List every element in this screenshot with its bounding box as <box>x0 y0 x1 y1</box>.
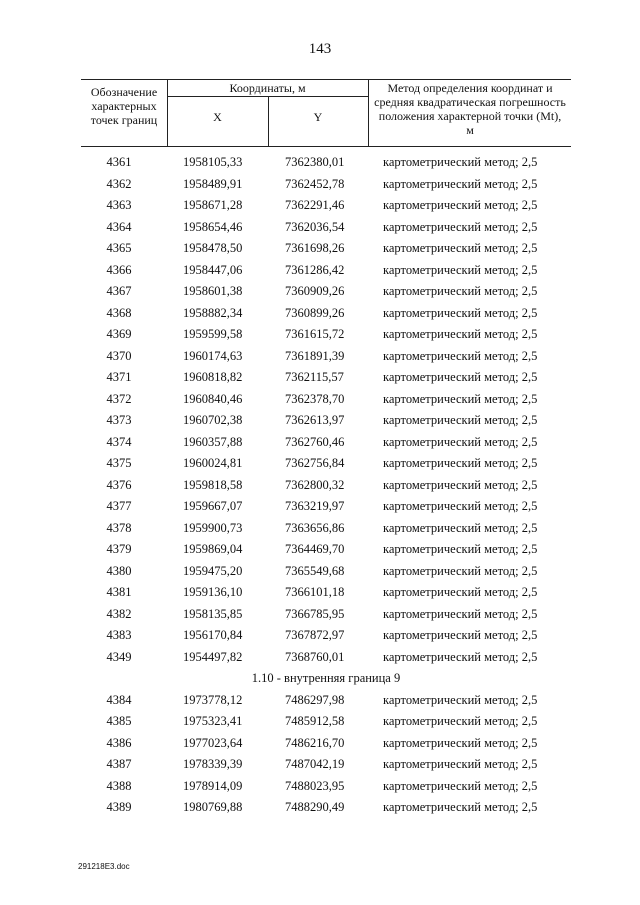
table-row <box>81 539 571 561</box>
y-coordinate-cell: 7362760,46 <box>285 434 345 449</box>
table-row <box>81 281 571 303</box>
method-cell: картометрический метод; 2,5 <box>383 456 538 470</box>
point-id-cell: 4370 <box>106 348 132 363</box>
method-cell: картометрический метод; 2,5 <box>383 499 538 513</box>
x-coordinate-cell: 1954497,82 <box>183 649 243 664</box>
x-coordinate-cell: 1960702,38 <box>183 413 243 427</box>
y-coordinate-cell: 7485912,58 <box>285 714 345 728</box>
y-coordinate-cell: 7366101,18 <box>285 585 345 599</box>
y-coordinate-cell: 7486216,70 <box>285 735 345 750</box>
table-row <box>81 217 571 239</box>
x-coordinate-cell: 1958135,85 <box>183 606 243 621</box>
method-cell: картометрический метод; 2,5 <box>383 176 538 191</box>
point-id-cell: 4377 <box>106 499 132 513</box>
point-id-cell: 4380 <box>106 563 132 578</box>
table-row <box>81 152 571 174</box>
x-coordinate-cell: 1959475,20 <box>183 563 243 578</box>
point-id-cell: 4375 <box>106 456 132 470</box>
table-header <box>81 79 571 147</box>
y-coordinate-cell: 7362378,70 <box>285 391 345 406</box>
y-coordinate-cell: 7362036,54 <box>285 219 345 234</box>
y-coordinate-cell: 7365549,68 <box>285 563 345 578</box>
y-coordinate-cell: 7367872,97 <box>285 628 345 642</box>
point-id-cell: 4364 <box>106 219 132 234</box>
y-coordinate-cell: 7361698,26 <box>285 241 345 255</box>
table-row <box>81 604 571 626</box>
x-coordinate-cell: 1958671,28 <box>183 198 243 212</box>
x-coordinate-cell: 1959599,58 <box>183 327 243 341</box>
point-id-cell: 4362 <box>106 176 132 191</box>
header-divider <box>167 96 368 97</box>
y-coordinate-cell: 7368760,01 <box>285 649 345 664</box>
method-cell: картометрический метод; 2,5 <box>383 241 538 255</box>
x-coordinate-cell: 1978914,09 <box>183 778 243 793</box>
y-coordinate-cell: 7487042,19 <box>285 757 345 771</box>
method-cell: картометрический метод; 2,5 <box>383 477 538 492</box>
point-id-cell: 4366 <box>106 262 132 277</box>
method-cell: картометрический метод; 2,5 <box>383 305 538 320</box>
point-id-cell: 4376 <box>106 477 132 492</box>
method-cell: картометрический метод; 2,5 <box>383 778 538 793</box>
x-coordinate-cell: 1958601,38 <box>183 284 243 298</box>
table-row <box>81 754 571 776</box>
table-row <box>81 518 571 540</box>
table-row <box>81 303 571 325</box>
x-coordinate-cell: 1959667,07 <box>183 499 243 513</box>
method-cell: картометрический метод; 2,5 <box>383 628 538 642</box>
method-cell: картометрический метод; 2,5 <box>383 413 538 427</box>
x-coordinate-cell: 1958882,34 <box>183 305 243 320</box>
method-cell: картометрический метод; 2,5 <box>383 219 538 234</box>
x-coordinate-cell: 1980769,88 <box>183 800 243 814</box>
method-cell: картометрический метод; 2,5 <box>383 520 538 535</box>
point-id-cell: 4383 <box>106 628 132 642</box>
table-row <box>81 496 571 518</box>
table-row <box>81 238 571 260</box>
point-id-cell: 4349 <box>106 649 132 664</box>
y-coordinate-cell: 7362756,84 <box>285 456 345 470</box>
method-cell: картометрический метод; 2,5 <box>383 327 538 341</box>
header-divider <box>368 80 369 146</box>
table-row <box>81 582 571 604</box>
header-method: Метод определения координат и средняя квадратическая погрешность положения характерной точки (Mt), м <box>374 81 566 137</box>
table-row <box>81 733 571 755</box>
x-coordinate-cell: 1960024,81 <box>183 456 243 470</box>
x-coordinate-cell: 1959818,58 <box>183 477 243 492</box>
method-cell: картометрический метод; 2,5 <box>383 284 538 298</box>
header-y: Y <box>313 110 323 124</box>
table-row <box>81 410 571 432</box>
section-heading-row <box>81 668 571 690</box>
table-row <box>81 475 571 497</box>
x-coordinate-cell: 1960174,63 <box>183 348 243 363</box>
point-id-cell: 4363 <box>106 198 132 212</box>
table-row <box>81 346 571 368</box>
page-number: 143 <box>308 41 332 57</box>
point-id-cell: 4386 <box>106 735 132 750</box>
y-coordinate-cell: 7486297,98 <box>285 692 345 707</box>
table-row <box>81 367 571 389</box>
method-cell: картометрический метод; 2,5 <box>383 434 538 449</box>
x-coordinate-cell: 1960840,46 <box>183 391 243 406</box>
table-row <box>81 174 571 196</box>
table-row <box>81 797 571 819</box>
method-cell: картометрический метод; 2,5 <box>383 348 538 363</box>
method-cell: картометрический метод; 2,5 <box>383 198 538 212</box>
point-id-cell: 4379 <box>106 542 132 556</box>
x-coordinate-cell: 1960818,82 <box>183 370 243 384</box>
point-id-cell: 4378 <box>106 520 132 535</box>
y-coordinate-cell: 7366785,95 <box>285 606 345 621</box>
method-cell: картометрический метод; 2,5 <box>383 714 538 728</box>
table-row <box>81 625 571 647</box>
y-coordinate-cell: 7360899,26 <box>285 305 345 320</box>
table-row <box>81 195 571 217</box>
point-id-cell: 4384 <box>106 692 132 707</box>
x-coordinate-cell: 1956170,84 <box>183 628 243 642</box>
x-coordinate-cell: 1973778,12 <box>183 692 243 707</box>
point-id-cell: 4369 <box>106 327 132 341</box>
y-coordinate-cell: 7362291,46 <box>285 198 345 212</box>
section-heading: 1.10 - внутренняя граница 9 <box>251 671 401 685</box>
point-id-cell: 4371 <box>106 370 132 384</box>
x-coordinate-cell: 1958447,06 <box>183 262 243 277</box>
footer-filename: 291218E3.doc <box>78 862 130 871</box>
x-coordinate-cell: 1978339,39 <box>183 757 243 771</box>
point-id-cell: 4372 <box>106 391 132 406</box>
y-coordinate-cell: 7361615,72 <box>285 327 345 341</box>
y-coordinate-cell: 7488023,95 <box>285 778 345 793</box>
table-body <box>81 152 571 819</box>
point-id-cell: 4387 <box>106 757 132 771</box>
method-cell: картометрический метод; 2,5 <box>383 649 538 664</box>
x-coordinate-cell: 1958489,91 <box>183 176 243 191</box>
point-id-cell: 4365 <box>106 241 132 255</box>
method-cell: картометрический метод; 2,5 <box>383 800 538 814</box>
method-cell: картометрический метод; 2,5 <box>383 585 538 599</box>
y-coordinate-cell: 7488290,49 <box>285 800 345 814</box>
x-coordinate-cell: 1977023,64 <box>183 735 243 750</box>
point-id-cell: 4389 <box>106 800 132 814</box>
x-coordinate-cell: 1959900,73 <box>183 520 243 535</box>
y-coordinate-cell: 7360909,26 <box>285 284 345 298</box>
method-cell: картометрический метод; 2,5 <box>383 692 538 707</box>
x-coordinate-cell: 1959136,10 <box>183 585 243 599</box>
table-row <box>81 453 571 475</box>
y-coordinate-cell: 7363656,86 <box>285 520 345 535</box>
method-cell: картометрический метод; 2,5 <box>383 606 538 621</box>
y-coordinate-cell: 7361891,39 <box>285 348 345 363</box>
table-row <box>81 776 571 798</box>
y-coordinate-cell: 7361286,42 <box>285 262 345 277</box>
method-cell: картометрический метод; 2,5 <box>383 262 538 277</box>
point-id-cell: 4367 <box>106 284 132 298</box>
y-coordinate-cell: 7362380,01 <box>285 155 345 169</box>
x-coordinate-cell: 1958478,50 <box>183 241 243 255</box>
table-row <box>81 324 571 346</box>
method-cell: картометрический метод; 2,5 <box>383 757 538 771</box>
header-x: X <box>213 110 222 124</box>
point-id-cell: 4368 <box>106 305 132 320</box>
y-coordinate-cell: 7363219,97 <box>285 499 345 513</box>
table-row <box>81 389 571 411</box>
y-coordinate-cell: 7362613,97 <box>285 413 345 427</box>
y-coordinate-cell: 7364469,70 <box>285 542 345 556</box>
point-id-cell: 4382 <box>106 606 132 621</box>
method-cell: картометрический метод; 2,5 <box>383 391 538 406</box>
point-id-cell: 4374 <box>106 434 132 449</box>
point-id-cell: 4385 <box>106 714 132 728</box>
y-coordinate-cell: 7362452,78 <box>285 176 345 191</box>
table-row <box>81 711 571 733</box>
header-coordinates: Координаты, м <box>229 81 306 95</box>
table-row <box>81 260 571 282</box>
x-coordinate-cell: 1958105,33 <box>183 155 243 169</box>
method-cell: картометрический метод; 2,5 <box>383 563 538 578</box>
method-cell: картометрический метод; 2,5 <box>383 735 538 750</box>
point-id-cell: 4361 <box>106 155 132 169</box>
point-id-cell: 4373 <box>106 413 132 427</box>
x-coordinate-cell: 1959869,04 <box>183 542 243 556</box>
x-coordinate-cell: 1975323,41 <box>183 714 243 728</box>
table-row <box>81 690 571 712</box>
method-cell: картометрический метод; 2,5 <box>383 542 538 556</box>
table-row <box>81 432 571 454</box>
y-coordinate-cell: 7362115,57 <box>285 370 344 384</box>
x-coordinate-cell: 1958654,46 <box>183 219 243 234</box>
table-row <box>81 561 571 583</box>
y-coordinate-cell: 7362800,32 <box>285 477 345 492</box>
table-row <box>81 647 571 669</box>
header-designation: Обозначение характерных точек границ <box>90 85 158 127</box>
method-cell: картометрический метод; 2,5 <box>383 155 538 169</box>
method-cell: картометрический метод; 2,5 <box>383 370 538 384</box>
point-id-cell: 4388 <box>106 778 132 793</box>
x-coordinate-cell: 1960357,88 <box>183 434 243 449</box>
point-id-cell: 4381 <box>106 585 132 599</box>
